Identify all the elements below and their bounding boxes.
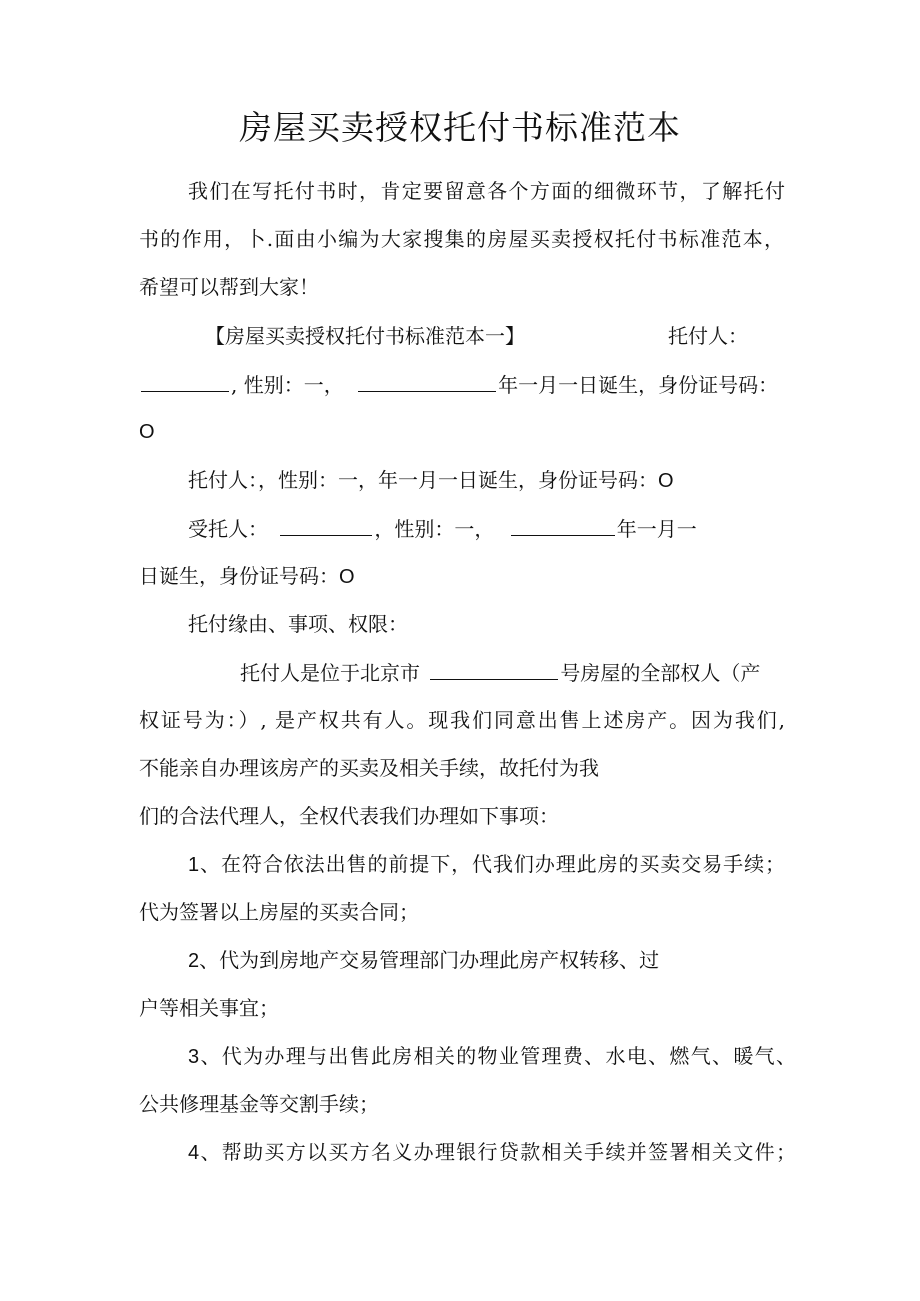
- body-line-2: 权证号为：）, 是产权共有人。现我们同意出售上述房产。因为我们,: [139, 708, 785, 732]
- principal1-name-blank: [141, 371, 229, 392]
- item-2-line-2: 户等相关事宜；: [139, 996, 279, 1020]
- principal-label: 托付人：: [668, 324, 748, 348]
- document-title: 房屋买卖授权托付书标准范本: [239, 108, 681, 147]
- body-line-3: 不能亲自办理该房产的买卖及相关手续，故托付为我: [139, 756, 599, 780]
- principal1-line: [139, 371, 778, 398]
- agent-birth-blank: [511, 515, 615, 536]
- intro-line-3: 希望可以帮到大家！: [139, 275, 319, 299]
- item-4-number: 4: [188, 1142, 200, 1164]
- agent-gender: ，性别：一，: [374, 517, 495, 541]
- item-1-text: 、在符合依法出售的前提下，代我们办理此房的买卖交易手续；: [199, 852, 785, 876]
- item-2-number: 2: [188, 950, 200, 972]
- item-3-line-1: [188, 1043, 796, 1070]
- agent-label: 受托人：: [188, 517, 268, 541]
- item-1-number: 1: [188, 854, 200, 876]
- agent-line: [188, 515, 697, 542]
- item-3-text: 、代为办理与出售此房相关的物业管理费、水电、燃气、暖气、: [199, 1044, 796, 1068]
- item-4-line-1: [188, 1139, 796, 1166]
- item-3-line-2: 公共修理基金等交割手续；: [139, 1092, 379, 1116]
- item-2-text: 、代为到房地产交易管理部门办理此房产权转移、过: [199, 948, 660, 972]
- item-1-line-1: [188, 851, 785, 878]
- principal1-gender: , 性别：一，: [231, 373, 344, 397]
- section-heading: 【房屋买卖授权托付书标准范本一】: [205, 324, 525, 348]
- item-1-line-2: 代为签署以上房屋的买卖合同；: [139, 900, 419, 924]
- item-3-number: 3: [188, 1046, 200, 1068]
- agent-birth-2: 日诞生，身份证号码：: [139, 564, 339, 588]
- agent-name-blank: [280, 515, 372, 536]
- item-4-text: 、帮助买方以买方名义办理银行贷款相关手续并签署相关文件；: [199, 1140, 796, 1164]
- body-line-1b: 号房屋的全部权人（产: [560, 661, 761, 685]
- agent-birth: 年一月一: [616, 517, 697, 541]
- principal1-birth: 年一月一日诞生，身份证号码：: [498, 373, 779, 397]
- intro-line-2: 书的作用，卜.面由小编为大家搜集的房屋买卖授权托付书标准范本，: [139, 227, 784, 251]
- body-line-1: [240, 659, 760, 686]
- body-line-4: 们的合法代理人，全权代表我们办理如下事项：: [139, 804, 559, 828]
- agent-line-2: [139, 563, 355, 590]
- principal1-id-end: O: [139, 421, 155, 443]
- principal2-id-end: O: [658, 470, 674, 492]
- agent-id-end: O: [339, 566, 355, 588]
- principal2-line: [188, 467, 674, 494]
- principal1-birth-blank: [358, 371, 496, 392]
- body-line-1a: 托付人是位于北京市: [240, 661, 420, 685]
- property-address-blank: [430, 659, 558, 680]
- intro-line-1: 我们在写托付书时，肯定要留意各个方面的细微环节，了解托付: [188, 179, 785, 203]
- principal2-text: 托付人：，性别：一，年一月一日诞生，身份证号码：: [188, 468, 658, 492]
- item-2-line-1: [188, 947, 659, 974]
- reason-heading: 托付缘由、事项、权限：: [188, 612, 408, 636]
